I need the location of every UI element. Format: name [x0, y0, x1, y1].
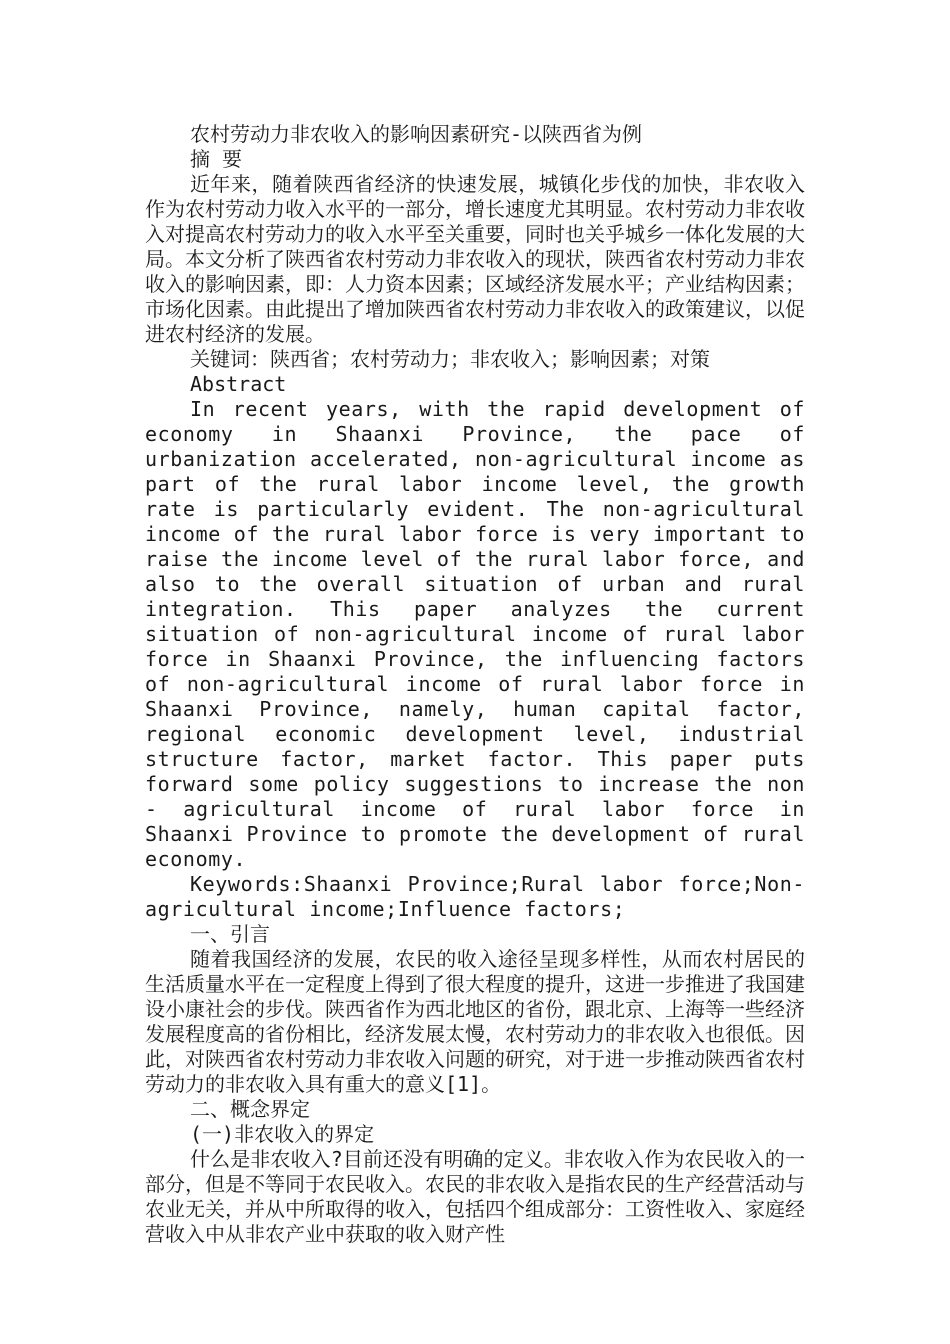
keywords-english: Keywords:Shaanxi Province;Rural labor force;Non-agricultural income;Influence factors;: [145, 872, 805, 921]
document-title: 农村劳动力非农收入的影响因素研究-以陕西省为例: [190, 122, 643, 146]
abstract-heading: 摘 要: [190, 147, 243, 171]
subsection-1-body: 什么是非农收入?目前还没有明确的定义。非农收入作为农民收入的一部分，但是不等同于农民收入。农民的非农收入是指农民的生产经营活动与农业无关，并从中所取得的收入，包括四个组成部分：工资性收入、家庭经营收入中从非农产业中获取的收入财产性: [145, 1147, 805, 1246]
section-2-heading: 二、概念界定: [190, 1097, 310, 1121]
subsection-1-heading: (一)非农收入的界定: [190, 1122, 375, 1146]
document-body: [145, 122, 805, 1247]
abstract-chinese: 近年来，随着陕西省经济的快速发展，城镇化步伐的加快，非农收入作为农村劳动力收入水平的一部分，增长速度尤其明显。农村劳动力非农收入对提高农村劳动力的收入水平至关重要，同时也关乎城乡一体化发展的大局。本文分析了陕西省农村劳动力非农收入的现状，陕西省农村劳动力非农收入的影响因素，即：人力资本因素；区域经济发展水平；产业结构因素；市场化因素。由此提出了增加陕西省农村劳动力非农收入的政策建议，以促进农村经济的发展。: [145, 172, 805, 346]
keywords-chinese: 关键词：陕西省；农村劳动力；非农收入；影响因素；对策: [190, 347, 710, 371]
abstract-english: In recent years, with the rapid development of economy in Shaanxi Province, the pace of urbanization accelerated, non-agricultural income as part of the rural labor income level, the growth rate is particularly evident. The non-agricultural income of the rural labor force is very important to raise the income level of the rural labor force, and also to the overall situation of urban and rural integration. This paper analyzes the current situation of non-agricultural income of rural labor force in Shaanxi Province, the influencing factors of non-agricultural income of rural labor force in Shaanxi Province, namely, human capital factor, regional economic development level, industrial structure factor, market factor. This paper puts forward some policy suggestions to increase the non - agricultural income of rural labor force in Shaanxi Province to promote the development of rural economy.: [145, 397, 805, 871]
abstract-english-heading: Abstract: [190, 372, 287, 396]
section-1-heading: 一、引言: [190, 922, 270, 946]
section-1-body: 随着我国经济的发展，农民的收入途径呈现多样性，从而农村居民的生活质量水平在一定程度上得到了很大程度的提升，这进一步推进了我国建设小康社会的步伐。陕西省作为西北地区的省份，跟北京、上海等一些经济发展程度高的省份相比，经济发展太慢，农村劳动力的非农收入也很低。因此，对陕西省农村劳动力非农收入问题的研究，对于进一步推动陕西省农村劳动力的非农收入具有重大的意义[1]。: [145, 947, 805, 1096]
